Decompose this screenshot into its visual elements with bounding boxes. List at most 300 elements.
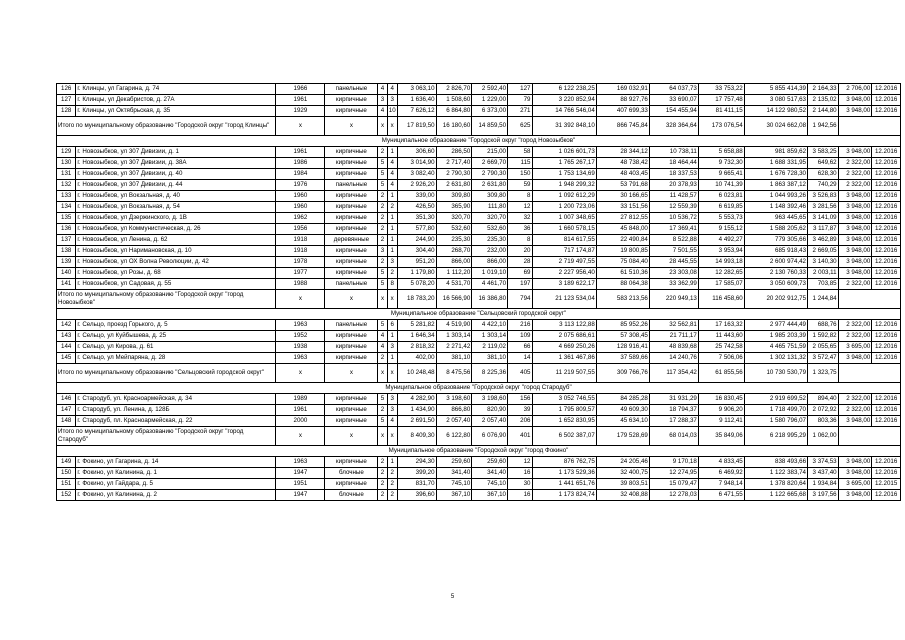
table-cell: 2 164,33 — [808, 84, 839, 95]
table-cell: 4 492,27 — [698, 235, 744, 246]
table-cell: 17 369,41 — [649, 224, 698, 235]
table-cell: г. Сельцо, ул Мейпаряна, д. 28 — [76, 353, 276, 364]
table-cell: 2 — [378, 213, 387, 224]
table-cell: 10 248,48 — [397, 364, 436, 383]
table-row — [57, 246, 901, 257]
table-cell: 14 122 980,52 — [744, 106, 807, 117]
table-cell: 3 220 852,94 — [532, 95, 596, 106]
table-cell: 1 592,82 — [808, 331, 839, 342]
table-cell: 532,60 — [472, 224, 508, 235]
table-cell: 32 400,75 — [596, 468, 649, 479]
table-cell: 111,80 — [472, 202, 508, 213]
table-row — [57, 479, 901, 490]
table-cell: 152 — [57, 490, 76, 501]
table-cell: 6 122,80 — [436, 427, 472, 446]
table-cell: 3 948,00 — [838, 202, 872, 213]
table-cell: 12.2016 — [872, 257, 901, 268]
table-cell: 197 — [508, 279, 532, 290]
table-cell: г. Стародуб, ул. Ленина, д. 128Б — [76, 405, 276, 416]
table-cell: 15 079,47 — [649, 479, 698, 490]
table-cell: 143 — [57, 331, 76, 342]
table-cell: 9 112,41 — [698, 416, 744, 427]
table-cell: 2 322,00 — [838, 158, 872, 169]
table-cell: 2 — [378, 353, 387, 364]
table-cell: 1 323,75 — [808, 364, 839, 383]
table-row — [57, 394, 901, 405]
table-cell: 4 — [387, 158, 397, 169]
table-cell: x — [387, 364, 397, 383]
table-cell: 151 — [57, 479, 76, 490]
table-cell: 5 — [378, 279, 387, 290]
table-cell: 4 — [387, 416, 397, 427]
table-cell: 1 378 820,64 — [744, 479, 807, 490]
table-cell: 1 019,10 — [472, 268, 508, 279]
page-number: 5 — [450, 594, 455, 600]
table-cell: 1 434,90 — [397, 405, 436, 416]
table-cell: 1961 — [276, 405, 325, 416]
table-cell: 2 057,40 — [472, 416, 508, 427]
table-cell: 1 753 134,69 — [532, 169, 596, 180]
table-cell: 11 443,60 — [698, 331, 744, 342]
table-cell: деревянные — [325, 235, 378, 246]
table-cell: 740,29 — [808, 180, 839, 191]
table-cell: 141 — [57, 279, 76, 290]
table-cell: 1 173 824,74 — [532, 490, 596, 501]
table-cell: 21 123 534,04 — [532, 290, 596, 309]
table-cell: 3 948,00 — [838, 268, 872, 279]
table-cell — [838, 117, 900, 136]
table-cell: 625 — [508, 117, 532, 136]
table-cell: 16 386,80 — [472, 290, 508, 309]
table-cell: 1 148 392,46 — [744, 202, 807, 213]
table-cell: 866 745,84 — [596, 117, 649, 136]
table-cell: Муниципальное образование "Городской округ "город Фокино" — [57, 446, 901, 457]
housing-register-table — [56, 83, 901, 501]
table-cell: 145 — [57, 353, 76, 364]
table-cell: 3 462,89 — [808, 235, 839, 246]
table-cell: 75 084,40 — [596, 257, 649, 268]
table-cell: 3 953,94 — [698, 246, 744, 257]
table-cell: 139 — [57, 257, 76, 268]
table-cell: г. Новозыбков, ул Ленина, д. 62 — [76, 235, 276, 246]
table-cell: 320,70 — [472, 213, 508, 224]
table-cell: 36 — [508, 224, 532, 235]
table-cell: 11 428,57 — [649, 191, 698, 202]
table-cell: 28 445,55 — [649, 257, 698, 268]
table-cell: 7 506,06 — [698, 353, 744, 364]
table-cell: 2 — [378, 457, 387, 468]
table-row — [57, 180, 901, 191]
table-cell: 12 274,95 — [649, 468, 698, 479]
table-cell: г. Стародуб, ул. Красноармейская, д. 34 — [76, 394, 276, 405]
table-cell: 2 322,00 — [838, 405, 872, 416]
table-cell: 1962 — [276, 213, 325, 224]
table-cell: 45 848,00 — [596, 224, 649, 235]
table-cell: 7 501,55 — [649, 246, 698, 257]
table-cell: 9 170,18 — [649, 457, 698, 468]
table-cell: 3 583,25 — [808, 147, 839, 158]
table-cell: 1 303,14 — [472, 331, 508, 342]
table-cell: г. Новозыбков, ул 307 Дивизии, д. 1 — [76, 147, 276, 158]
table-cell: 30 — [508, 479, 532, 490]
table-cell: 10 738,11 — [649, 147, 698, 158]
table-cell: 1 948 299,32 — [532, 180, 596, 191]
table-cell: 1963 — [276, 320, 325, 331]
table-cell: x — [378, 117, 387, 136]
table-cell: 12.2016 — [872, 147, 901, 158]
table-cell: г. Клинцы, ул Октябрьская, д. 35 — [76, 106, 276, 117]
table-cell: x — [378, 290, 387, 309]
table-cell: 1976 — [276, 180, 325, 191]
table-row — [57, 202, 901, 213]
table-cell: г. Новозыбков, ул Наримановская, д. 10 — [76, 246, 276, 257]
table-cell: г. Новозыбков, ул Вокзальная, д. 40 — [76, 191, 276, 202]
table-cell: 12.2016 — [872, 202, 901, 213]
table-cell: 18 337,53 — [649, 169, 698, 180]
table-cell: 12.2016 — [872, 457, 901, 468]
table-cell: 9 906,20 — [698, 405, 744, 416]
table-cell: 426,50 — [397, 202, 436, 213]
table-cell: 117 354,42 — [649, 364, 698, 383]
table-cell: 1918 — [276, 246, 325, 257]
table-cell: 2 790,30 — [472, 169, 508, 180]
table-cell: 85 952,26 — [596, 320, 649, 331]
table-cell: 396,60 — [397, 490, 436, 501]
table-cell: 294,30 — [397, 457, 436, 468]
table-row — [57, 331, 901, 342]
table-row — [57, 213, 901, 224]
table-cell: 8 475,56 — [436, 364, 472, 383]
table-cell: 803,36 — [808, 416, 839, 427]
table-cell: 10 730 530,79 — [744, 364, 807, 383]
table-cell: 20 378,93 — [649, 180, 698, 191]
table-cell: 66 — [508, 342, 532, 353]
table-cell: 12.2016 — [872, 180, 901, 191]
table-cell: 9 732,30 — [698, 158, 744, 169]
table-cell: 7 626,12 — [397, 106, 436, 117]
table-cell: 3 050 609,73 — [744, 279, 807, 290]
table-cell: 206 — [508, 416, 532, 427]
table-cell: 1960 — [276, 191, 325, 202]
table-cell: 1 863 387,12 — [744, 180, 807, 191]
table-cell: 1 580 796,07 — [744, 416, 807, 427]
table-cell: 309,80 — [436, 191, 472, 202]
table-cell: x — [387, 427, 397, 446]
table-cell: 12.2016 — [872, 468, 901, 479]
table-cell: 81 411,15 — [698, 106, 744, 117]
table-cell: 304,40 — [397, 246, 436, 257]
table-cell: 5 — [378, 394, 387, 405]
table-cell: 2 135,02 — [808, 95, 839, 106]
table-cell: 2 — [378, 490, 387, 501]
table-cell: 116 458,60 — [698, 290, 744, 309]
table-cell: 156 — [508, 394, 532, 405]
table-cell: 33 151,56 — [596, 202, 649, 213]
table-cell: 3 948,00 — [838, 246, 872, 257]
table-cell: 1 942,56 — [808, 117, 839, 136]
table-cell: 1 660 578,15 — [532, 224, 596, 235]
table-cell: 2 631,80 — [436, 180, 472, 191]
table-cell: 169 032,91 — [596, 84, 649, 95]
table-cell: 6 619,85 — [698, 202, 744, 213]
table-cell: 24 205,46 — [596, 457, 649, 468]
table-cell: 2 322,00 — [838, 320, 872, 331]
table-cell: г. Сельцо, проезд Горького, д. 5 — [76, 320, 276, 331]
table-cell: 3 014,90 — [397, 158, 436, 169]
table-cell: 59 — [508, 180, 532, 191]
table-cell: 127 — [508, 84, 532, 95]
table-cell: Итого по муниципальному образованию "Городской округ "город Стародуб" — [57, 427, 276, 446]
table-cell: 4 282,90 — [397, 394, 436, 405]
table-cell: 16 — [508, 468, 532, 479]
table-cell: 3 948,00 — [838, 213, 872, 224]
table-cell: 951,20 — [397, 257, 436, 268]
table-row — [57, 490, 901, 501]
table-cell: 148 — [57, 416, 76, 427]
table-cell: 5 281,82 — [397, 320, 436, 331]
table-cell: 866,00 — [436, 257, 472, 268]
table-cell: 5 — [378, 416, 387, 427]
table-cell: 1 934,84 — [808, 479, 839, 490]
table-cell: 1 229,00 — [472, 95, 508, 106]
table-cell: 39 803,51 — [596, 479, 649, 490]
table-cell: 27 812,55 — [596, 213, 649, 224]
table-cell: 31 392 848,10 — [532, 117, 596, 136]
table-cell: 1988 — [276, 279, 325, 290]
table-cell: 18 464,44 — [649, 158, 698, 169]
table-cell — [838, 290, 900, 309]
table-cell: 306,60 — [397, 147, 436, 158]
table-cell: 3 198,60 — [472, 394, 508, 405]
table-cell: 144 — [57, 342, 76, 353]
table-cell: 1 — [387, 213, 397, 224]
table-cell: 1 441 651,76 — [532, 479, 596, 490]
table-cell: 48 403,45 — [596, 169, 649, 180]
table-cell: панельные — [325, 279, 378, 290]
table-cell: 173 076,54 — [698, 117, 744, 136]
table-cell: 3 117,87 — [808, 224, 839, 235]
table-cell: 17 585,07 — [698, 279, 744, 290]
table-cell: 4 833,45 — [698, 457, 744, 468]
table-cell: 1 — [387, 331, 397, 342]
table-cell: 1 588 205,62 — [744, 224, 807, 235]
table-cell: 402,00 — [397, 353, 436, 364]
table-cell: 5 — [378, 169, 387, 180]
table-cell: 2 — [387, 468, 397, 479]
table-cell: 1 361 467,86 — [532, 353, 596, 364]
table-cell: 3 695,00 — [838, 479, 872, 490]
table-cell: 2 — [378, 147, 387, 158]
table-cell: 779 305,66 — [744, 235, 807, 246]
table-cell: 1 200 723,06 — [532, 202, 596, 213]
table-row — [57, 279, 901, 290]
table-cell: 244,90 — [397, 235, 436, 246]
table-cell: 1 122 383,74 — [744, 468, 807, 479]
table-cell — [838, 364, 900, 383]
table-cell: 53 791,68 — [596, 180, 649, 191]
table-cell: г. Новозыбков, ул 307 Дивизии, д. 40 — [76, 169, 276, 180]
table-row — [57, 416, 901, 427]
table-cell: 1938 — [276, 342, 325, 353]
table-cell: 3 948,00 — [838, 106, 872, 117]
table-cell: 2 592,40 — [472, 84, 508, 95]
table-cell: 25 742,58 — [698, 342, 744, 353]
table-cell: 16 — [508, 490, 532, 501]
table-cell: 21 711,17 — [649, 331, 698, 342]
section-header-row — [57, 383, 901, 394]
table-cell: 136 — [57, 224, 76, 235]
table-cell: 5 — [378, 320, 387, 331]
table-cell: 3 197,56 — [808, 490, 839, 501]
table-cell: 309 766,76 — [596, 364, 649, 383]
table-cell: 2 669,05 — [808, 246, 839, 257]
table-cell: кирпичные — [325, 331, 378, 342]
table-cell: 532,60 — [436, 224, 472, 235]
table-cell: 1961 — [276, 147, 325, 158]
table-cell: 1 985 203,39 — [744, 331, 807, 342]
table-cell: 133 — [57, 191, 76, 202]
table-cell: 351,30 — [397, 213, 436, 224]
table-cell: 3 948,00 — [838, 224, 872, 235]
table-cell: 367,10 — [436, 490, 472, 501]
table-cell: 12.2016 — [872, 394, 901, 405]
table-cell: 3 063,10 — [397, 84, 436, 95]
table-cell: 130 — [57, 158, 76, 169]
table-cell: 48 839,68 — [649, 342, 698, 353]
table-cell: 8 — [508, 235, 532, 246]
table-cell: 963 445,65 — [744, 213, 807, 224]
table-cell: 2 322,00 — [838, 279, 872, 290]
table-cell: 49 609,30 — [596, 405, 649, 416]
table-cell: 57 308,45 — [596, 331, 649, 342]
table-cell: 4 465 751,59 — [744, 342, 807, 353]
table-cell: 33 753,22 — [698, 84, 744, 95]
table-cell: 10 — [387, 106, 397, 117]
table-cell: 339,00 — [397, 191, 436, 202]
table-cell: 1 179,80 — [397, 268, 436, 279]
table-cell: 399,20 — [397, 468, 436, 479]
table-cell: 9 155,12 — [698, 224, 744, 235]
table-cell: 4 — [378, 84, 387, 95]
table-cell: 232,00 — [472, 246, 508, 257]
table-cell: 12.2016 — [872, 224, 901, 235]
table-cell: Муниципальное образование "Городской округ "город Стародуб" — [57, 383, 901, 394]
table-cell: 3 948,00 — [838, 490, 872, 501]
table-cell: 1963 — [276, 457, 325, 468]
table-cell: 2 — [378, 191, 387, 202]
table-cell: 68 014,03 — [649, 427, 698, 446]
table-row — [57, 158, 901, 169]
table-cell: 12.2016 — [872, 331, 901, 342]
table-cell: 2 — [387, 268, 397, 279]
table-cell: кирпичные — [325, 342, 378, 353]
table-cell: 12.2016 — [872, 191, 901, 202]
table-cell: 2 826,70 — [436, 84, 472, 95]
table-cell: 649,62 — [808, 158, 839, 169]
table-row — [57, 191, 901, 202]
table-cell: 2 322,00 — [838, 394, 872, 405]
table-cell: г. Новозыбков, ул 307 Дивизии, д. 44 — [76, 180, 276, 191]
table-cell: 18 794,37 — [649, 405, 698, 416]
table-cell: 131 — [57, 169, 76, 180]
table-cell: г. Сельцо, ул Куйбышева, д. 25 — [76, 331, 276, 342]
table-cell: 4 — [378, 331, 387, 342]
table-cell: 3 437,40 — [808, 468, 839, 479]
table-cell: 88 064,38 — [596, 279, 649, 290]
table-cell: x — [276, 117, 325, 136]
table-row — [57, 468, 901, 479]
table-cell: 12.2016 — [872, 235, 901, 246]
table-cell: 820,90 — [472, 405, 508, 416]
table-cell: 401 — [508, 427, 532, 446]
table-cell: 129 — [57, 147, 76, 158]
table-body — [57, 84, 901, 501]
table-cell: 268,70 — [436, 246, 472, 257]
table-cell: 12.2016 — [872, 416, 901, 427]
table-cell: 320,70 — [436, 213, 472, 224]
table-cell: г. Фокино, ул Гагарина, д. 14 — [76, 457, 276, 468]
table-cell: 147 — [57, 405, 76, 416]
table-cell: кирпичные — [325, 353, 378, 364]
table-cell: 1 092 612,29 — [532, 191, 596, 202]
table-cell: 259,60 — [436, 457, 472, 468]
table-cell: 1952 — [276, 331, 325, 342]
table-cell: 140 — [57, 268, 76, 279]
table-cell: г. Клинцы, ул Гагарина, д. 74 — [76, 84, 276, 95]
table-cell: 5 855 414,39 — [744, 84, 807, 95]
table-cell: 1 112,20 — [436, 268, 472, 279]
table-cell: 17 819,50 — [397, 117, 436, 136]
table-cell: г. Стародуб, пл. Красноармейская, д. 22 — [76, 416, 276, 427]
table-cell: 1 — [387, 235, 397, 246]
subtotal-row — [57, 427, 901, 446]
table-cell: 1 — [387, 246, 397, 257]
table-cell: 64 037,73 — [649, 84, 698, 95]
table-cell: 30 024 662,08 — [744, 117, 807, 136]
table-cell: 745,10 — [472, 479, 508, 490]
table-cell: 1918 — [276, 235, 325, 246]
table-cell: 10 741,39 — [698, 180, 744, 191]
table-cell: 2 322,00 — [838, 180, 872, 191]
subtotal-row — [57, 290, 901, 309]
table-cell: 894,40 — [808, 394, 839, 405]
table-cell: 1 062,00 — [808, 427, 839, 446]
table-cell: кирпичные — [325, 246, 378, 257]
table-cell: 876 762,75 — [532, 457, 596, 468]
table-cell: кирпичные — [325, 191, 378, 202]
table-cell: Итого по муниципальному образованию "Городской округ "город Клинцы" — [57, 117, 276, 136]
table-row — [57, 342, 901, 353]
table-cell: 717 174,87 — [532, 246, 596, 257]
table-row — [57, 147, 901, 158]
table-cell: 14 766 546,04 — [532, 106, 596, 117]
table-cell: 1 688 331,95 — [744, 158, 807, 169]
table-cell: 2 — [387, 479, 397, 490]
table-cell: 3 948,00 — [838, 353, 872, 364]
table-cell: 12.2016 — [872, 353, 901, 364]
table-row — [57, 235, 901, 246]
table-cell: 3 948,00 — [838, 191, 872, 202]
table-cell: кирпичные — [325, 106, 378, 117]
table-cell: 5 — [378, 268, 387, 279]
table-cell: 12.2016 — [872, 169, 901, 180]
table-cell: 4 — [387, 84, 397, 95]
table-cell: 7 948,14 — [698, 479, 744, 490]
table-cell: 137 — [57, 235, 76, 246]
table-cell: 2 600 974,42 — [744, 257, 807, 268]
table-cell: 135 — [57, 213, 76, 224]
table-cell: 838 493,66 — [744, 457, 807, 468]
